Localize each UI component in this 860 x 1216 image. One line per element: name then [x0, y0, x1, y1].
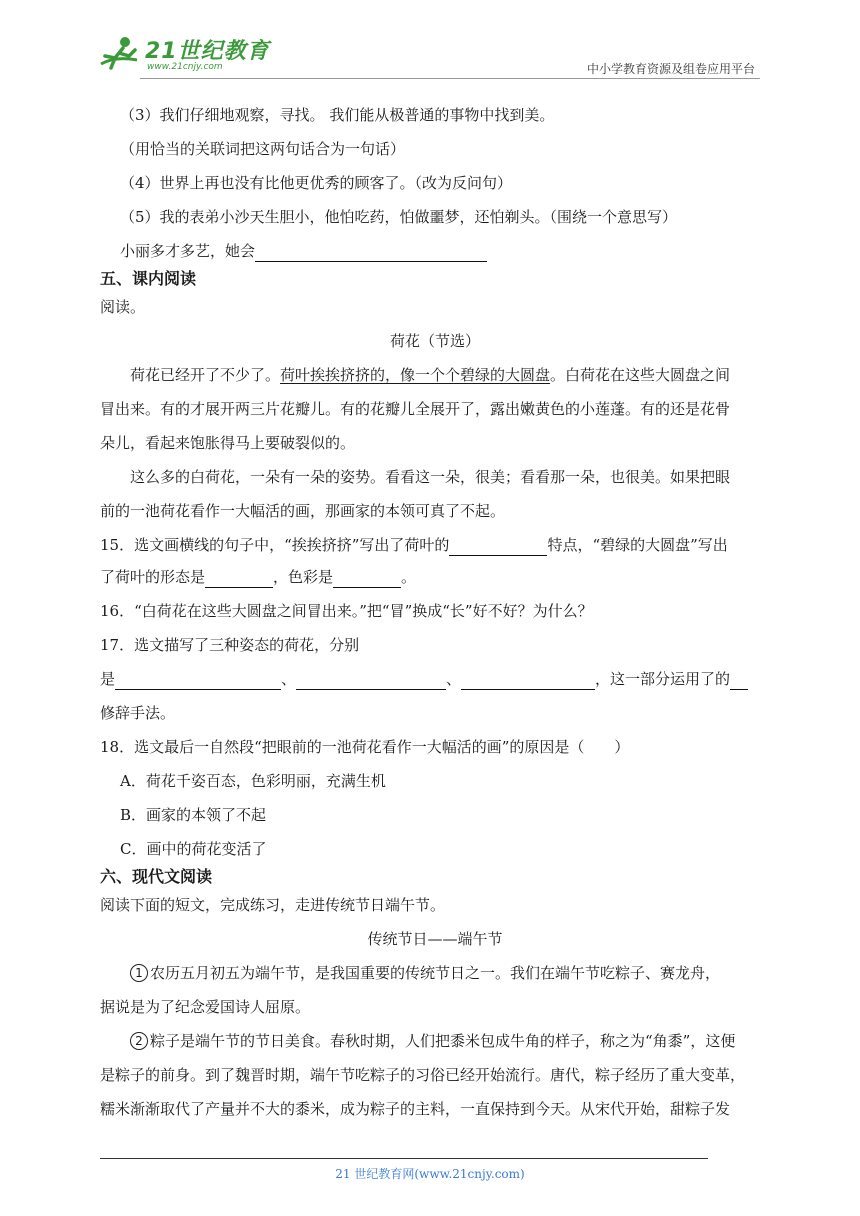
paragraph-2-line-2: 前的一池荷花看作一大幅活的画，那画家的本领可真了不起。 [100, 502, 506, 520]
paragraph-1-line-3: 朵儿，看起来饱胀得马上要破裂似的。 [100, 434, 356, 452]
paragraph-6-2-line-3: 糯米渐渐取代了产量并不大的黍米，成为粽子的主料，一直保持到今天。从宋代开始，甜粽子发 [100, 1100, 731, 1118]
header [95, 30, 765, 80]
question-17-line-2: 是 、 、 ，这一部分运用了的 [100, 668, 770, 690]
paragraph-number-1: 1 [130, 964, 148, 982]
blank-rhetoric[interactable] [730, 671, 748, 690]
option-a[interactable]: A．荷花千姿百态，色彩明丽，充满生机 [120, 772, 386, 790]
section-5-intro: 阅读。 [100, 298, 146, 316]
paragraph-6-1-line-2: 据说是为了纪念爱国诗人屈原。 [100, 998, 311, 1016]
blank-feature[interactable] [449, 537, 547, 556]
runner-logo-icon [95, 34, 145, 76]
paragraph-1-line-1: 荷花已经开了不少了。荷叶挨挨挤挤的，像一个个碧绿的大圆盘。白荷花在这些大圆盘之间 [130, 366, 731, 384]
blank-color[interactable] [333, 569, 401, 588]
header-rule [140, 78, 760, 79]
underlined-sentence: 荷叶挨挨挤挤的，像一个个碧绿的大圆盘 [280, 366, 551, 384]
paragraph-6-2-line-1: 2 粽子是端午节的节日美食。春秋时期，人们把黍米包成牛角的样子，称之为“角黍”，这便 [130, 1030, 800, 1052]
paragraph-6-1-line-1: 1 农历五月初五为端午节，是我国重要的传统节日之一。我们在端午节吃粽子、赛龙舟， [130, 962, 800, 984]
blank-pose-3[interactable] [461, 671, 595, 690]
logo-url: www.21cnjy.com [147, 62, 223, 72]
question-15-line-2: 了荷叶的形态是 ，色彩是 。 [100, 568, 417, 586]
logo-text: 21世纪教育 [145, 39, 270, 64]
blank-pose-1[interactable] [115, 671, 281, 690]
section-6-intro: 阅读下面的短文，完成练习，走进传统节日端午节。 [100, 896, 446, 914]
paragraph-1-line-2: 冒出来。有的才展开两三片花瓣儿。有的花瓣儿全展开了，露出嫩黄色的小莲蓬。有的还是花骨 [100, 400, 731, 418]
question-5: （5）我的表弟小沙天生胆小，他怕吃药，怕做噩梦，还怕剃头。（围绕一个意思写） [120, 208, 678, 226]
footer-text[interactable]: 21 世纪教育网(www.21cnjy.com) [335, 1167, 525, 1181]
paragraph-6-2-line-2: 是粽子的前身。到了魏晋时期，端午节吃粽子的习俗已经开始流行。唐代，粽子经历了重大变革， [100, 1066, 746, 1084]
question-18: 18．选文最后一自然段“把眼前的一池荷花看作一大幅活的画”的原因是（ ） [100, 738, 630, 756]
paragraph-2-line-1: 这么多的白荷花，一朵有一朵的姿势。看看这一朵，很美；看看那一朵，也很美。如果把眼 [130, 468, 731, 486]
platform-name: 中小学教育资源及组卷应用平台 [586, 62, 755, 76]
passage-title-dragon-boat: 传统节日——端午节 [367, 930, 503, 948]
option-c[interactable]: C．画中的荷花变活了 [120, 840, 267, 858]
answer-blank[interactable] [255, 243, 487, 262]
question-17-line-3: 修辞手法。 [100, 704, 176, 722]
section-5-title: 五、课内阅读 [100, 269, 197, 288]
question-16: 16．“白荷花在这些大圆盘之间冒出来。”把“冒”换成“长”好不好？为什么？ [100, 602, 593, 620]
section-6-title: 六、现代文阅读 [100, 867, 213, 886]
paragraph-number-2: 2 [130, 1032, 148, 1050]
footer-rule [100, 1158, 708, 1159]
question-15-line-1: 15．选文画横线的句子中，“挨挨挤挤”写出了荷叶的 特点，“碧绿的大圆盘”写出 [100, 536, 728, 554]
option-b[interactable]: B．画家的本领了不起 [120, 806, 267, 824]
question-5-answer: 小丽多才多艺，她会 [120, 240, 790, 262]
blank-pose-2[interactable] [296, 671, 446, 690]
question-3: （3）我们仔细地观察，寻找。 我们能从极普通的事物中找到美。 [120, 106, 555, 124]
question-3-hint: （用恰当的关联词把这两句话合为一句话） [120, 140, 406, 158]
question-4: （4）世界上再也没有比他更优秀的顾客了。（改为反问句） [120, 174, 513, 192]
passage-title-lotus: 荷花（节选） [389, 332, 480, 350]
blank-shape[interactable] [205, 569, 273, 588]
question-17-line-1: 17．选文描写了三种姿态的荷花，分别 [100, 636, 360, 654]
